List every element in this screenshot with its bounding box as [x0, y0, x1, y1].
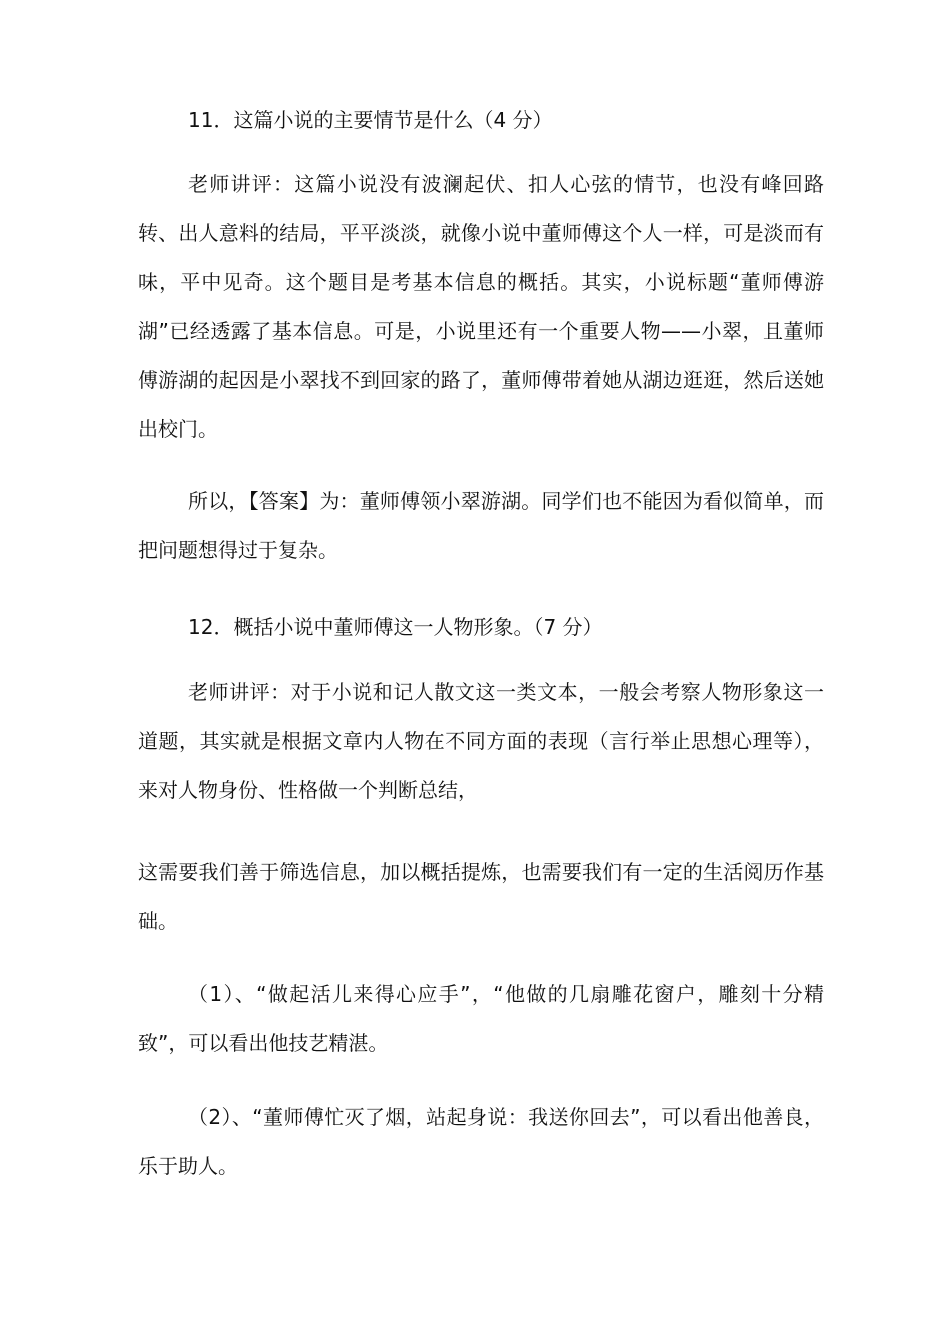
- question-12-title: 12．概括小说中董师傅这一人物形象。（7 分）: [188, 615, 603, 639]
- question-12-point-2: （2）、“董师傅忙灭了烟，站起身说：我送你回去”，可以看出他善良，乐于助人。: [138, 1105, 824, 1178]
- question-11-title: 11．这篇小说的主要情节是什么（4 分）: [188, 108, 553, 132]
- question-11-answer: 所以，【答案】为：董师傅领小翠游湖。同学们也不能因为看似简单，而把问题想得过于复杂。: [138, 489, 824, 562]
- question-12-note: 这需要我们善于筛选信息，加以概括提炼，也需要我们有一定的生活阅历作基础。: [138, 860, 824, 933]
- question-11-teacher-comment: 老师讲评：这篇小说没有波澜起伏、扣人心弦的情节，也没有峰回路转、出人意料的结局，平平淡淡，就像小说中董师傅这个人一样，可是淡而有味，平中见奇。这个题目是考基本信息的概括。其实，小说标题“董师傅游湖”已经透露了基本信息。可是，小说里还有一个重要人物——小翠，且董师傅游湖的起因是小翠找不到回家的路了，董师傅带着她从湖边逛逛，然后送她出校门。: [138, 172, 824, 441]
- question-12-point-1: （1）、“做起活儿来得心应手”，“他做的几扇雕花窗户，雕刻十分精致”，可以看出他技艺精湛。: [138, 982, 824, 1055]
- question-12-teacher-comment: 老师讲评：对于小说和记人散文这一类文本，一般会考察人物形象这一道题，其实就是根据文章内人物在不同方面的表现（言行举止思想心理等），来对人物身份、性格做一个判断总结，: [138, 680, 824, 802]
